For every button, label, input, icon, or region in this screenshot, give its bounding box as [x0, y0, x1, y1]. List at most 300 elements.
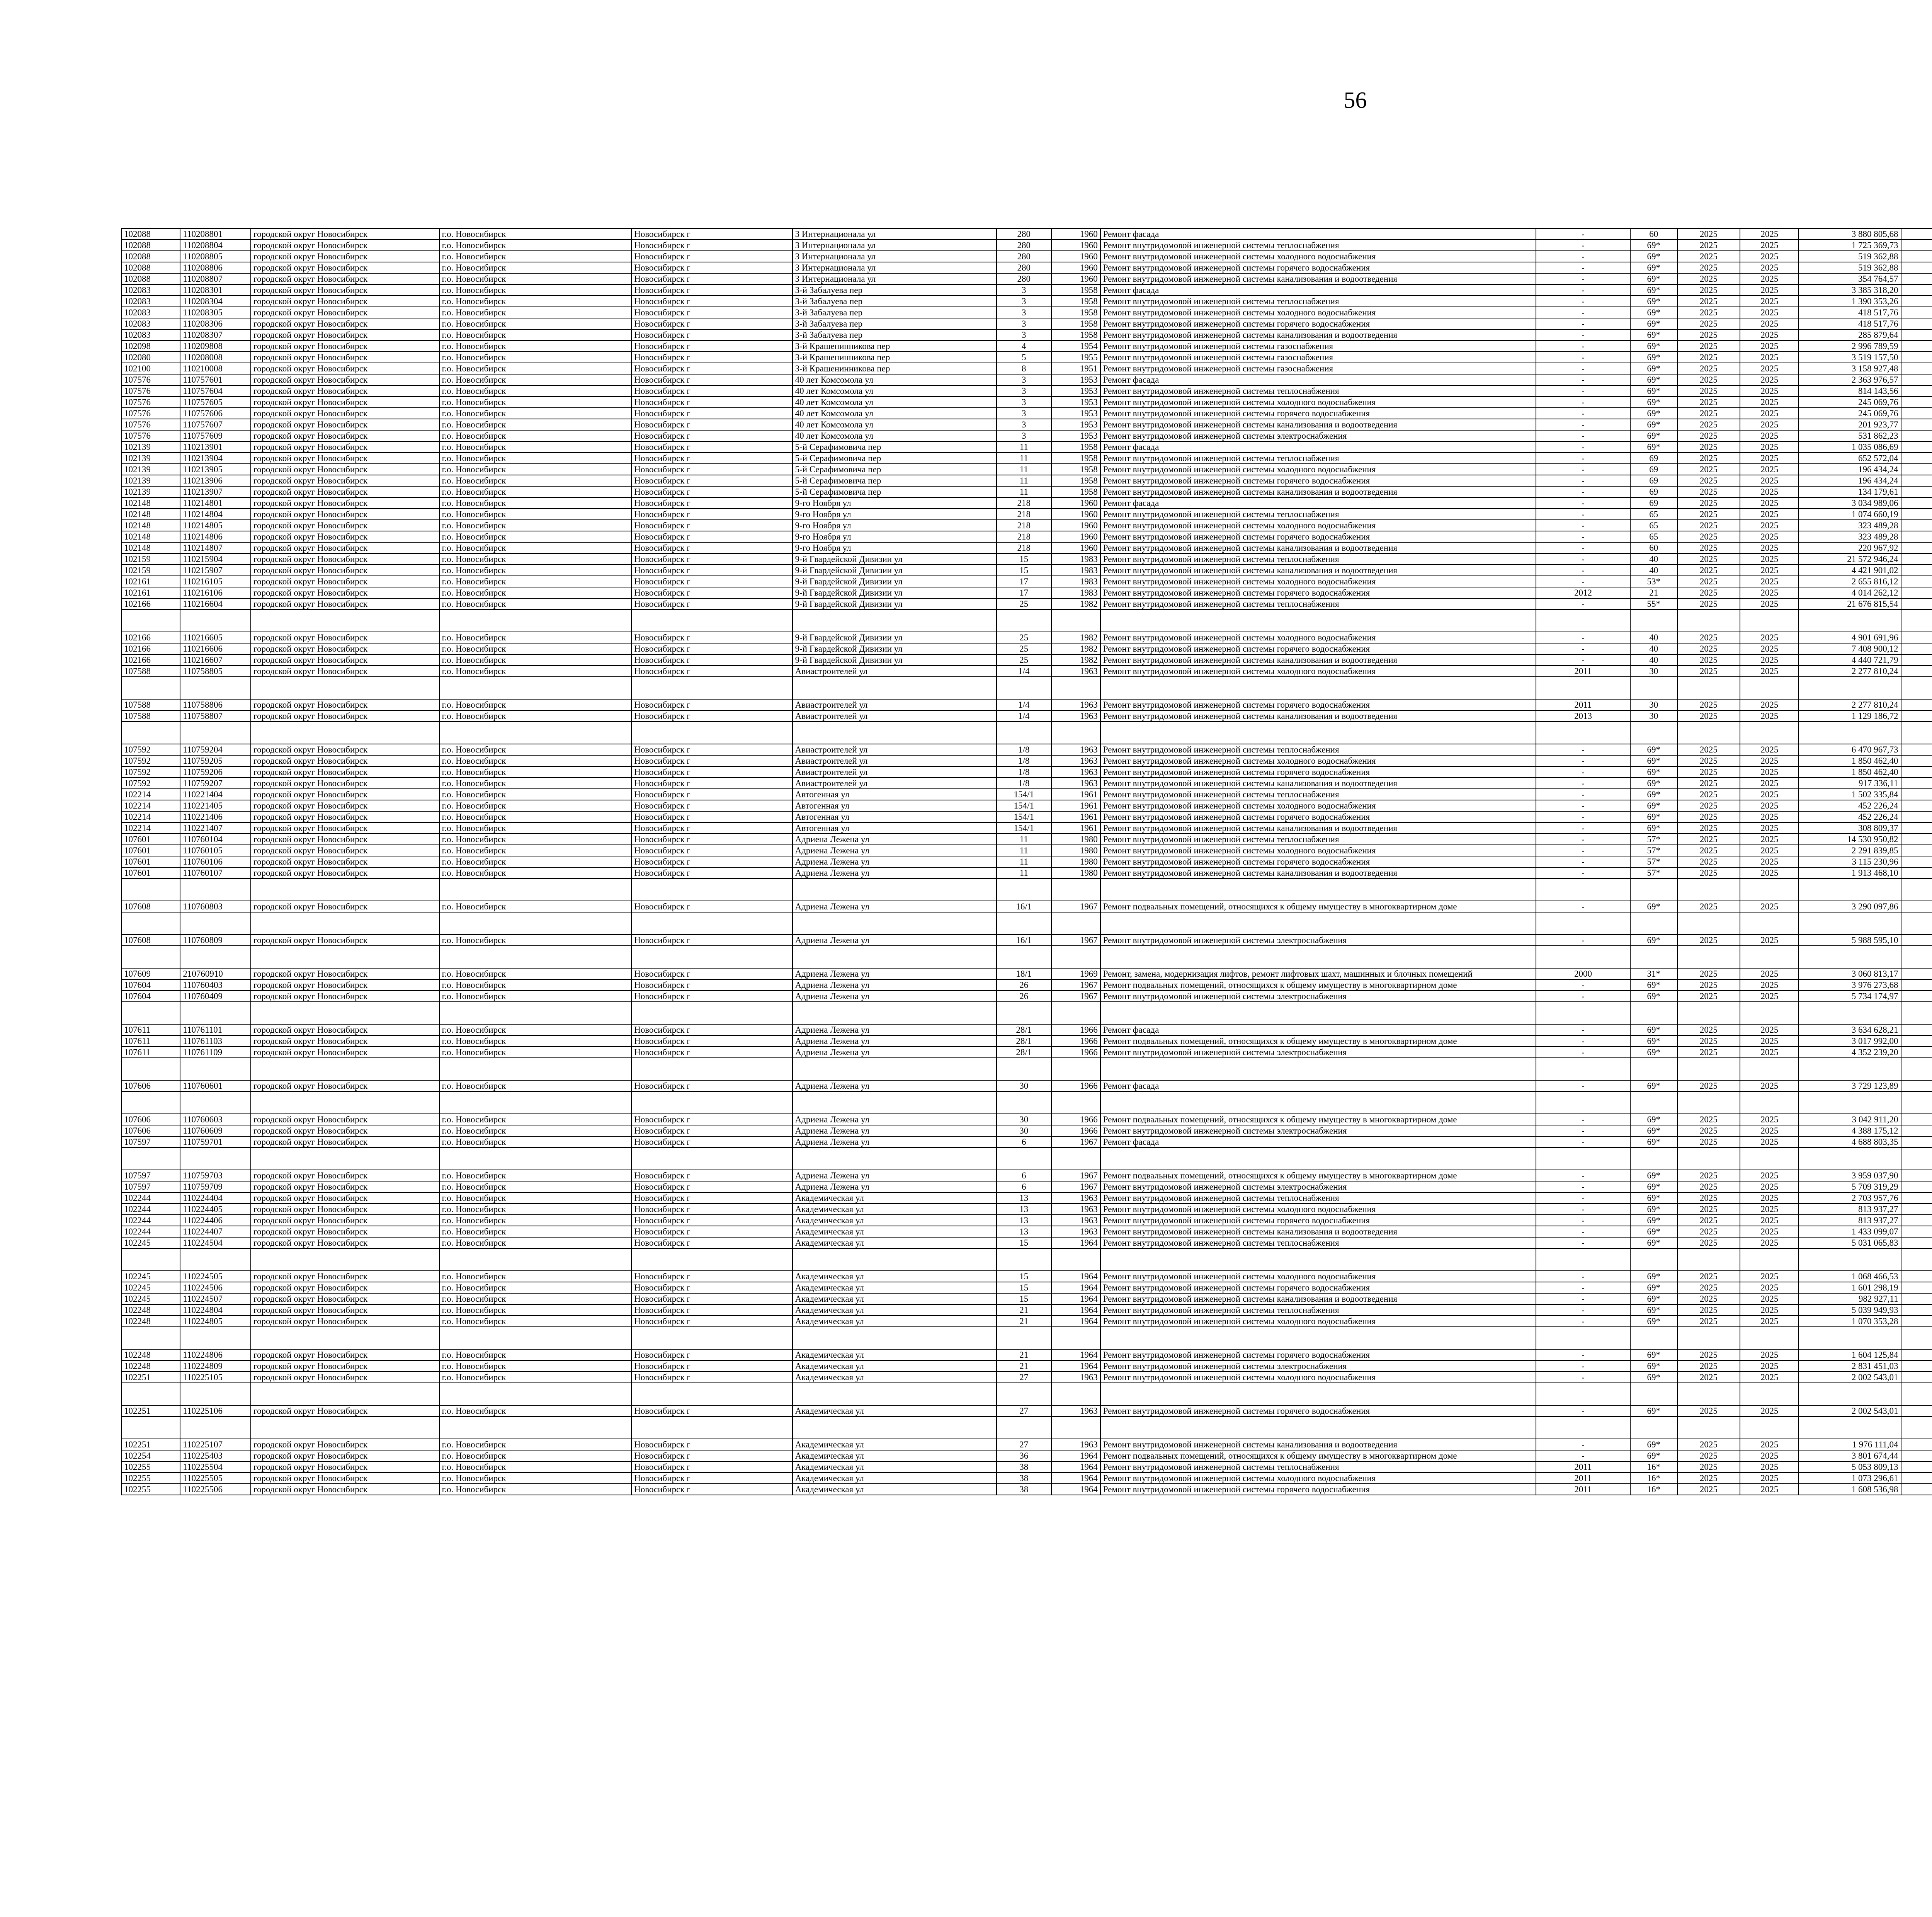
- table-cell: Адриена Лежена ул: [793, 1170, 997, 1181]
- table-cell: 5 709 319,29: [1799, 1181, 1901, 1192]
- table-cell: 2025: [1740, 1024, 1799, 1035]
- table-cell: Новосибирск г: [631, 531, 792, 542]
- table-cell: г.о. Новосибирск: [439, 240, 632, 251]
- table-cell: 110224407: [180, 1226, 251, 1237]
- table-cell: [1051, 878, 1100, 901]
- table-cell: 69*: [1630, 441, 1677, 453]
- table-cell: 1966: [1051, 1114, 1100, 1125]
- table-cell: -: [1536, 397, 1630, 408]
- table-cell: 2025: [1740, 1461, 1799, 1473]
- table-cell: 69*: [1630, 430, 1677, 441]
- table-cell: 11: [997, 486, 1051, 497]
- table-cell: 110760409: [180, 991, 251, 1002]
- table-cell: 2025: [1740, 1316, 1799, 1327]
- table-cell: 2025: [1740, 284, 1799, 296]
- table-cell: [1901, 1450, 1932, 1461]
- table-cell: [1630, 912, 1677, 935]
- table-cell: Новосибирск г: [631, 1237, 792, 1248]
- table-cell: [121, 609, 180, 632]
- table-cell: 1960: [1051, 251, 1100, 262]
- table-cell: 1/8: [997, 755, 1051, 766]
- table-cell: 102159: [121, 553, 180, 565]
- table-cell: г.о. Новосибирск: [439, 475, 632, 486]
- table-cell: 5: [997, 352, 1051, 363]
- table-cell: 1 725 369,73: [1799, 240, 1901, 251]
- table-cell: Новосибирск г: [631, 1439, 792, 1450]
- table-cell: 308 809,37: [1799, 822, 1901, 834]
- table-cell: 102139: [121, 441, 180, 453]
- table-cell: [1901, 1125, 1932, 1136]
- table-row: [121, 374, 1932, 385]
- table-cell: [1799, 946, 1901, 968]
- table-cell: 102245: [121, 1237, 180, 1248]
- table-cell: Новосибирск г: [631, 1372, 792, 1383]
- table-cell: -: [1536, 1215, 1630, 1226]
- table-cell: 69: [1630, 464, 1677, 475]
- table-cell: 1982: [1051, 598, 1100, 609]
- table-cell: 8: [997, 363, 1051, 374]
- table-cell: 69*: [1630, 1282, 1677, 1293]
- table-cell: [793, 1327, 997, 1349]
- table-cell: Новосибирск г: [631, 1293, 792, 1304]
- table-cell: Академическая ул: [793, 1282, 997, 1293]
- table-cell: [1901, 251, 1932, 262]
- table-cell: 2025: [1677, 598, 1740, 609]
- table-cell: [251, 1058, 439, 1080]
- table-cell: 57*: [1630, 834, 1677, 845]
- table-row-spacer: [121, 722, 1932, 744]
- table-cell: 110757607: [180, 419, 251, 430]
- table-cell: 2025: [1740, 1125, 1799, 1136]
- table-cell: -: [1536, 1271, 1630, 1282]
- table-cell: [1799, 677, 1901, 699]
- table-cell: Ремонт внутридомовой инженерной системы холодного водоснабжения: [1100, 1204, 1536, 1215]
- table-cell: Новосибирск г: [631, 1450, 792, 1461]
- table-cell: Ремонт внутридомовой инженерной системы холодного водоснабжения: [1100, 800, 1536, 811]
- table-cell: [1799, 1147, 1901, 1170]
- table-cell: [1901, 520, 1932, 531]
- table-cell: -: [1536, 251, 1630, 262]
- table-cell: -: [1536, 273, 1630, 284]
- table-cell: Академическая ул: [793, 1293, 997, 1304]
- table-cell: 1964: [1051, 1293, 1100, 1304]
- table-cell: Адриена Лежена ул: [793, 935, 997, 946]
- table-cell: [1051, 1058, 1100, 1080]
- table-cell: 107576: [121, 374, 180, 385]
- table-cell: [1051, 1002, 1100, 1024]
- table-cell: Ремонт внутридомовой инженерной системы горячего водоснабжения: [1100, 587, 1536, 598]
- table-cell: 27: [997, 1439, 1051, 1450]
- table-cell: 69*: [1630, 789, 1677, 800]
- table-cell: городской округ Новосибирск: [251, 430, 439, 441]
- table-cell: [1100, 1147, 1536, 1170]
- table-cell: 2025: [1740, 318, 1799, 329]
- table-cell: 280: [997, 240, 1051, 251]
- table-cell: [631, 878, 792, 901]
- table-cell: [1901, 609, 1932, 632]
- table-cell: -: [1536, 1293, 1630, 1304]
- table-cell: Новосибирск г: [631, 441, 792, 453]
- table-cell: Новосибирск г: [631, 755, 792, 766]
- table-cell: [997, 1091, 1051, 1114]
- table-cell: [631, 1002, 792, 1024]
- table-cell: 102098: [121, 340, 180, 352]
- table-cell: [1901, 1248, 1932, 1271]
- table-cell: 2025: [1740, 867, 1799, 878]
- table-cell: 2025: [1740, 441, 1799, 453]
- table-cell: -: [1536, 755, 1630, 766]
- table-cell: 110758806: [180, 699, 251, 710]
- table-cell: 110760104: [180, 834, 251, 845]
- table-cell: 1967: [1051, 901, 1100, 912]
- table-cell: 1983: [1051, 553, 1100, 565]
- table-cell: 102088: [121, 273, 180, 284]
- table-cell: -: [1536, 1136, 1630, 1147]
- table-cell: [1100, 1091, 1536, 1114]
- table-row: [121, 318, 1932, 329]
- table-cell: городской округ Новосибирск: [251, 284, 439, 296]
- table-cell: [1100, 946, 1536, 968]
- table-cell: городской округ Новосибирск: [251, 710, 439, 722]
- table-cell: г.о. Новосибирск: [439, 1226, 632, 1237]
- table-row: [121, 991, 1932, 1002]
- table-cell: [631, 912, 792, 935]
- table-cell: 69*: [1630, 766, 1677, 778]
- table-cell: 2025: [1677, 273, 1740, 284]
- table-cell: 110208301: [180, 284, 251, 296]
- table-cell: 2025: [1677, 240, 1740, 251]
- table-cell: [1901, 509, 1932, 520]
- table-cell: городской округ Новосибирск: [251, 789, 439, 800]
- table-cell: Новосибирск г: [631, 666, 792, 677]
- table-cell: 2025: [1677, 419, 1740, 430]
- table-cell: 2025: [1677, 1215, 1740, 1226]
- table-cell: 2 277 810,24: [1799, 666, 1901, 677]
- table-cell: Новосибирск г: [631, 296, 792, 307]
- table-cell: [180, 912, 251, 935]
- table-cell: 2025: [1740, 666, 1799, 677]
- table-cell: г.о. Новосибирск: [439, 991, 632, 1002]
- table-cell: г.о. Новосибирск: [439, 542, 632, 553]
- table-cell: 2025: [1740, 699, 1799, 710]
- table-cell: Новосибирск г: [631, 1024, 792, 1035]
- table-cell: -: [1536, 1282, 1630, 1293]
- table-cell: [1740, 1091, 1799, 1114]
- table-cell: 196 434,24: [1799, 475, 1901, 486]
- table-cell: 110757606: [180, 408, 251, 419]
- table-cell: городской округ Новосибирск: [251, 1136, 439, 1147]
- table-cell: [793, 1002, 997, 1024]
- table-cell: Ремонт внутридомовой инженерной системы теплоснабжения: [1100, 1237, 1536, 1248]
- table-cell: [1740, 677, 1799, 699]
- table-cell: Ремонт фасада: [1100, 284, 1536, 296]
- table-cell: 15: [997, 1282, 1051, 1293]
- table-cell: 110213907: [180, 486, 251, 497]
- table-cell: 2025: [1740, 968, 1799, 979]
- table-cell: Новосибирск г: [631, 587, 792, 598]
- table-cell: Новосибирск г: [631, 766, 792, 778]
- table-cell: 3-й Забалуева пер: [793, 329, 997, 340]
- table-cell: [997, 722, 1051, 744]
- table-cell: 2025: [1677, 1170, 1740, 1181]
- table-cell: 102244: [121, 1226, 180, 1237]
- table-cell: Ремонт, замена, модернизация лифтов, ремонт лифтовых шахт, машинных и блочных помещений: [1100, 968, 1536, 979]
- table-cell: 2025: [1677, 867, 1740, 878]
- table-cell: [1901, 430, 1932, 441]
- table-row: [121, 935, 1932, 946]
- table-cell: [1901, 1484, 1932, 1495]
- table-cell: [1901, 1360, 1932, 1372]
- table-cell: 2025: [1677, 811, 1740, 822]
- table-cell: Новосибирск г: [631, 1349, 792, 1360]
- table-cell: 2025: [1740, 251, 1799, 262]
- table-cell: -: [1536, 475, 1630, 486]
- table-cell: 2 363 976,57: [1799, 374, 1901, 385]
- table-row-spacer: [121, 609, 1932, 632]
- table-cell: Ремонт внутридомовой инженерной системы горячего водоснабжения: [1100, 811, 1536, 822]
- table-cell: [1901, 991, 1932, 1002]
- table-row: [121, 1237, 1932, 1248]
- table-cell: 1964: [1051, 1461, 1100, 1473]
- table-cell: 1960: [1051, 228, 1100, 240]
- table-cell: [1901, 822, 1932, 834]
- table-cell: 4 388 175,12: [1799, 1125, 1901, 1136]
- table-cell: -: [1536, 352, 1630, 363]
- table-row: [121, 397, 1932, 408]
- table-cell: [1536, 1383, 1630, 1405]
- table-cell: Новосибирск г: [631, 598, 792, 609]
- table-cell: -: [1536, 228, 1630, 240]
- table-cell: 1983: [1051, 576, 1100, 587]
- table-cell: г.о. Новосибирск: [439, 1080, 632, 1091]
- table-cell: [439, 1327, 632, 1349]
- table-cell: Новосибирск г: [631, 520, 792, 531]
- table-cell: Академическая ул: [793, 1360, 997, 1372]
- table-cell: городской округ Новосибирск: [251, 576, 439, 587]
- table-cell: 1 502 335,84: [1799, 789, 1901, 800]
- table-cell: 18/1: [997, 968, 1051, 979]
- page-number: 56: [1344, 87, 1367, 113]
- table-cell: 53*: [1630, 576, 1677, 587]
- table-cell: 1961: [1051, 789, 1100, 800]
- table-cell: 102161: [121, 587, 180, 598]
- table-cell: Новосибирск г: [631, 1282, 792, 1293]
- table-cell: Ремонт внутридомовой инженерной системы газоснабжения: [1100, 340, 1536, 352]
- table-cell: 5 988 595,10: [1799, 935, 1901, 946]
- table-cell: 1/8: [997, 766, 1051, 778]
- table-cell: [251, 946, 439, 968]
- table-cell: 2025: [1740, 374, 1799, 385]
- table-cell: Адриена Лежена ул: [793, 968, 997, 979]
- table-cell: Ремонт внутридомовой инженерной системы горячего водоснабжения: [1100, 643, 1536, 654]
- table-cell: г.о. Новосибирск: [439, 1473, 632, 1484]
- table-cell: 107592: [121, 766, 180, 778]
- table-cell: 107597: [121, 1136, 180, 1147]
- table-cell: 69*: [1630, 1215, 1677, 1226]
- table-cell: [1901, 979, 1932, 991]
- table-cell: Новосибирск г: [631, 1125, 792, 1136]
- table-cell: г.о. Новосибирск: [439, 273, 632, 284]
- table-cell: городской округ Новосибирск: [251, 867, 439, 878]
- table-cell: 102244: [121, 1192, 180, 1204]
- table-cell: 2025: [1677, 430, 1740, 441]
- table-cell: 2025: [1677, 901, 1740, 912]
- table-cell: 1/4: [997, 710, 1051, 722]
- table-cell: 280: [997, 273, 1051, 284]
- table-cell: [1901, 576, 1932, 587]
- table-cell: -: [1536, 1226, 1630, 1237]
- table-cell: [1630, 1091, 1677, 1114]
- table-cell: 2025: [1740, 340, 1799, 352]
- table-cell: [1901, 811, 1932, 822]
- table-cell: 2025: [1740, 766, 1799, 778]
- table-cell: 2025: [1677, 822, 1740, 834]
- table-cell: 3 034 989,06: [1799, 497, 1901, 509]
- table-row: [121, 1439, 1932, 1450]
- table-cell: 154/1: [997, 822, 1051, 834]
- table-cell: Ремонт внутридомовой инженерной системы электроснабжения: [1100, 935, 1536, 946]
- table-cell: 11: [997, 867, 1051, 878]
- table-cell: [439, 722, 632, 744]
- table-cell: [1901, 778, 1932, 789]
- table-cell: Ремонт внутридомовой инженерной системы горячего водоснабжения: [1100, 408, 1536, 419]
- table-cell: Академическая ул: [793, 1192, 997, 1204]
- table-cell: г.о. Новосибирск: [439, 284, 632, 296]
- table-cell: городской округ Новосибирск: [251, 318, 439, 329]
- table-cell: -: [1536, 1181, 1630, 1192]
- table-cell: Ремонт внутридомовой инженерной системы холодного водоснабжения: [1100, 845, 1536, 856]
- table-row: [121, 509, 1932, 520]
- table-cell: -: [1536, 1237, 1630, 1248]
- table-cell: 2025: [1677, 576, 1740, 587]
- table-cell: [180, 1091, 251, 1114]
- table-cell: [1677, 912, 1740, 935]
- table-cell: Новосибирск г: [631, 834, 792, 845]
- table-cell: [180, 1248, 251, 1271]
- table-cell: Новосибирск г: [631, 397, 792, 408]
- table-cell: [1901, 800, 1932, 811]
- table-cell: [997, 946, 1051, 968]
- table-cell: г.о. Новосибирск: [439, 1450, 632, 1461]
- table-cell: 2 831 451,03: [1799, 1360, 1901, 1372]
- table-cell: 110221404: [180, 789, 251, 800]
- table-cell: 2025: [1677, 228, 1740, 240]
- table-cell: 2025: [1740, 1136, 1799, 1147]
- table-cell: городской округ Новосибирск: [251, 1372, 439, 1383]
- table-cell: [180, 1002, 251, 1024]
- table-cell: 13: [997, 1226, 1051, 1237]
- table-cell: 2025: [1740, 1293, 1799, 1304]
- table-cell: г.о. Новосибирск: [439, 408, 632, 419]
- table-cell: 102251: [121, 1405, 180, 1416]
- table-cell: 2025: [1677, 385, 1740, 397]
- table-cell: Новосибирск г: [631, 576, 792, 587]
- table-cell: 2025: [1677, 453, 1740, 464]
- table-cell: [631, 609, 792, 632]
- table-cell: 2025: [1740, 273, 1799, 284]
- table-row: [121, 1405, 1932, 1416]
- table-cell: 1964: [1051, 1282, 1100, 1293]
- table-cell: 15: [997, 553, 1051, 565]
- table-cell: 1967: [1051, 979, 1100, 991]
- table-cell: 110224804: [180, 1304, 251, 1316]
- table-cell: [439, 1091, 632, 1114]
- table-cell: 110225506: [180, 1484, 251, 1495]
- table-cell: -: [1536, 509, 1630, 520]
- table-cell: 2025: [1677, 666, 1740, 677]
- table-cell: [1901, 1136, 1932, 1147]
- table-cell: 4 421 901,02: [1799, 565, 1901, 576]
- table-cell: Новосибирск г: [631, 1461, 792, 1473]
- table-cell: г.о. Новосибирск: [439, 654, 632, 666]
- table-cell: Академическая ул: [793, 1484, 997, 1495]
- table-cell: Авиастроителей ул: [793, 710, 997, 722]
- table-cell: 14 530 950,82: [1799, 834, 1901, 845]
- table-cell: городской округ Новосибирск: [251, 1170, 439, 1181]
- table-cell: 65: [1630, 531, 1677, 542]
- table-cell: 110759701: [180, 1136, 251, 1147]
- table-cell: 57*: [1630, 867, 1677, 878]
- table-cell: 1961: [1051, 822, 1100, 834]
- table-cell: г.о. Новосибирск: [439, 1271, 632, 1282]
- table-cell: Новосибирск г: [631, 968, 792, 979]
- table-cell: [1536, 1091, 1630, 1114]
- table-row: [121, 262, 1932, 273]
- table-row: [121, 228, 1932, 240]
- table-cell: 2025: [1677, 1484, 1740, 1495]
- table-cell: [1536, 1327, 1630, 1349]
- table-cell: 1964: [1051, 1484, 1100, 1495]
- table-cell: 16*: [1630, 1461, 1677, 1473]
- table-cell: 40: [1630, 643, 1677, 654]
- table-cell: [1100, 1248, 1536, 1271]
- table-cell: городской округ Новосибирск: [251, 979, 439, 991]
- table-cell: [1901, 352, 1932, 363]
- table-row: [121, 251, 1932, 262]
- table-cell: 110221407: [180, 822, 251, 834]
- table-cell: 69*: [1630, 363, 1677, 374]
- table-cell: -: [1536, 240, 1630, 251]
- table-cell: 2025: [1740, 576, 1799, 587]
- table-cell: городской округ Новосибирск: [251, 968, 439, 979]
- table-cell: 1982: [1051, 654, 1100, 666]
- table-cell: г.о. Новосибирск: [439, 699, 632, 710]
- table-cell: 2025: [1677, 710, 1740, 722]
- table-cell: [180, 946, 251, 968]
- table-cell: 1964: [1051, 1473, 1100, 1484]
- table-cell: [1630, 1002, 1677, 1024]
- table-cell: 3 385 318,20: [1799, 284, 1901, 296]
- table-cell: 2025: [1677, 542, 1740, 553]
- table-cell: Ремонт внутридомовой инженерной системы электроснабжения: [1100, 430, 1536, 441]
- table-cell: 69*: [1630, 307, 1677, 318]
- table-cell: Академическая ул: [793, 1349, 997, 1360]
- table-row: [121, 1204, 1932, 1215]
- table-cell: 9-й Гвардейской Дивизии ул: [793, 587, 997, 598]
- table-row: [121, 542, 1932, 553]
- table-cell: 102083: [121, 329, 180, 340]
- table-cell: городской округ Новосибирск: [251, 654, 439, 666]
- table-cell: -: [1536, 531, 1630, 542]
- table-row: [121, 789, 1932, 800]
- table-cell: 2025: [1740, 363, 1799, 374]
- table-cell: 5-й Серафимовича пер: [793, 475, 997, 486]
- table-cell: 36: [997, 1450, 1051, 1461]
- table-cell: г.о. Новосибирск: [439, 385, 632, 397]
- table-cell: [1536, 1147, 1630, 1170]
- table-cell: [1901, 441, 1932, 453]
- table-cell: -: [1536, 385, 1630, 397]
